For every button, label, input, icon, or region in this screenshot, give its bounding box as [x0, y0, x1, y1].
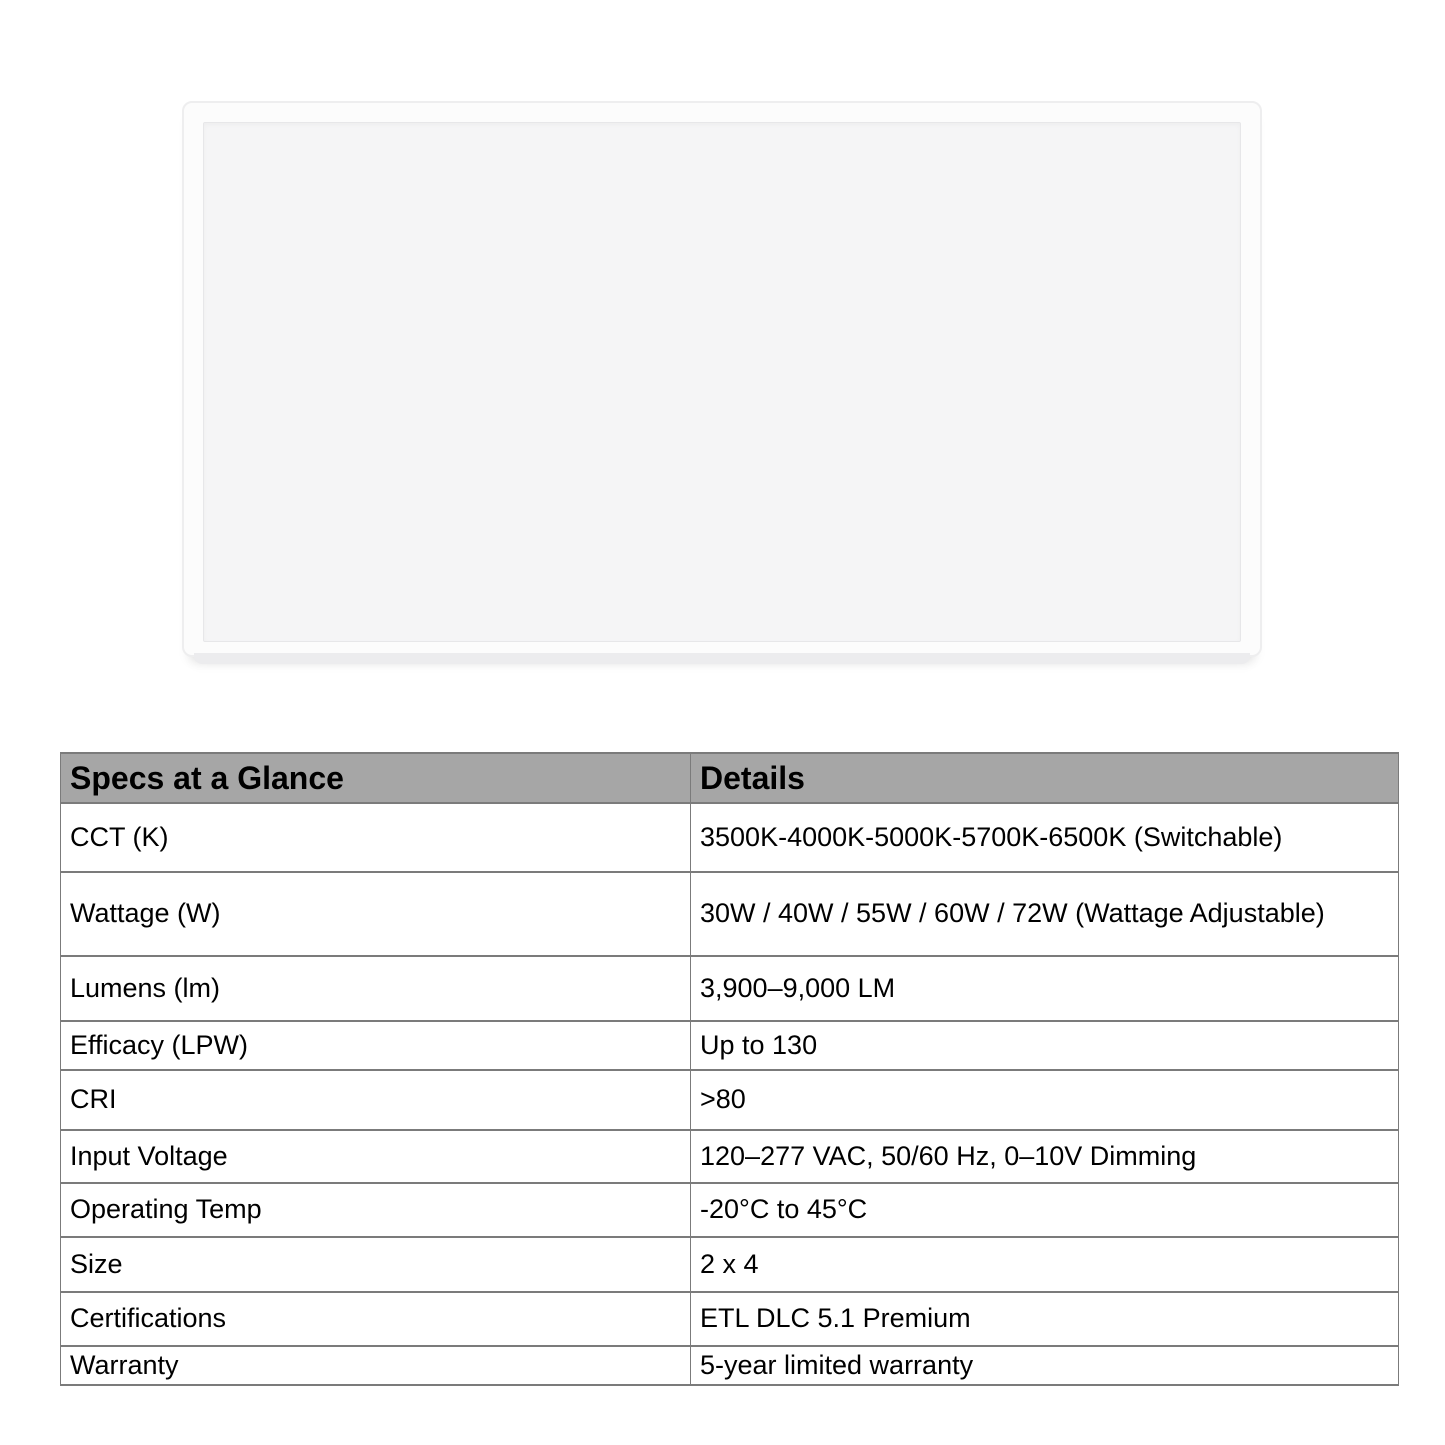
spec-name-cell: Certifications [61, 1292, 691, 1346]
table-row [61, 956, 1399, 1021]
spec-value-cell: >80 [691, 1070, 1399, 1130]
product-image-led-panel [182, 101, 1262, 657]
spec-value-cell: Up to 130 [691, 1021, 1399, 1070]
table-row [61, 1292, 1399, 1346]
table-row [61, 1021, 1399, 1070]
spec-value-cell: -20°C to 45°C [691, 1183, 1399, 1237]
table-row [61, 803, 1399, 872]
spec-value-cell: 5-year limited warranty [691, 1346, 1399, 1385]
spec-value-cell: 120–277 VAC, 50/60 Hz, 0–10V Dimming [691, 1130, 1399, 1183]
spec-name-cell: Wattage (W) [61, 872, 691, 956]
table-row [61, 1070, 1399, 1130]
spec-value-cell: 30W / 40W / 55W / 60W / 72W (Wattage Adjustable) [691, 872, 1399, 956]
details-header-cell: Details [691, 753, 1399, 803]
table-row [61, 1183, 1399, 1237]
spec-name-cell: CCT (K) [61, 803, 691, 872]
spec-name-cell: CRI [61, 1070, 691, 1130]
spec-name-cell: Efficacy (LPW) [61, 1021, 691, 1070]
spec-name-cell: Warranty [61, 1346, 691, 1385]
spec-value-cell: 3500K-4000K-5000K-5700K-6500K (Switchable) [691, 803, 1399, 872]
table-row [61, 1237, 1399, 1292]
table-row [61, 1346, 1399, 1385]
spec-name-cell: Input Voltage [61, 1130, 691, 1183]
table-row [61, 872, 1399, 956]
specs-header-cell: Specs at a Glance [61, 753, 691, 803]
panel-light-surface [203, 122, 1241, 642]
spec-value-cell: 3,900–9,000 LM [691, 956, 1399, 1021]
spec-value-cell: 2 x 4 [691, 1237, 1399, 1292]
spec-name-cell: Size [61, 1237, 691, 1292]
specs-table [60, 752, 1399, 1386]
panel-bottom-edge [194, 653, 1250, 664]
spec-name-cell: Operating Temp [61, 1183, 691, 1237]
spec-name-cell: Lumens (lm) [61, 956, 691, 1021]
table-header-row [61, 753, 1399, 803]
table-row [61, 1130, 1399, 1183]
spec-value-cell: ETL DLC 5.1 Premium [691, 1292, 1399, 1346]
